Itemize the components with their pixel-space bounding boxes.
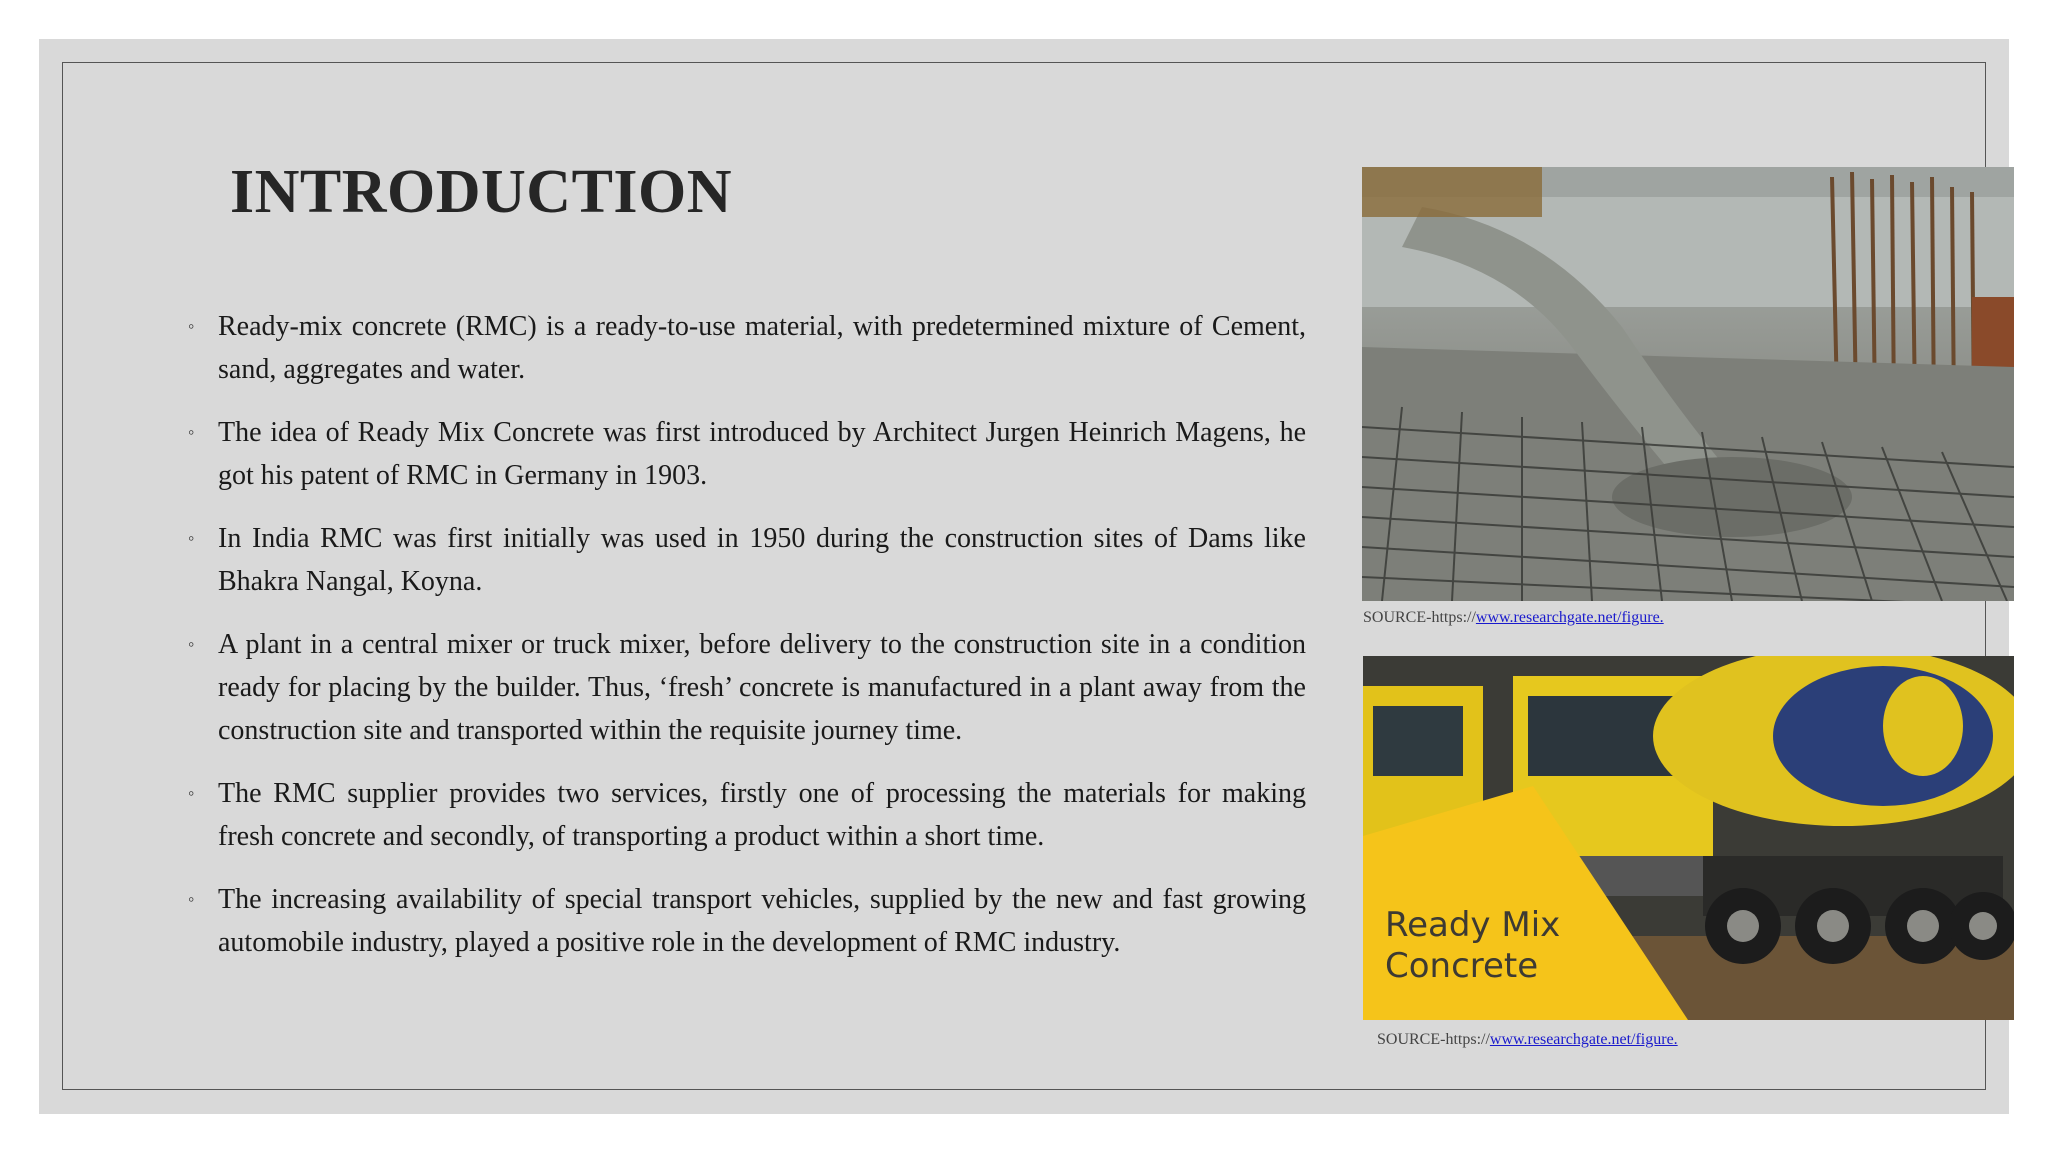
bullet-item bbox=[188, 878, 1306, 964]
bullet-item bbox=[188, 517, 1306, 603]
slide bbox=[39, 39, 2009, 1114]
bullet-item bbox=[188, 305, 1306, 391]
bullet-marker: ◦ bbox=[188, 889, 195, 909]
source-link[interactable]: www.researchgate.net/figure. bbox=[1475, 609, 1664, 626]
ready-mix-trucks-photo bbox=[1363, 656, 2014, 1020]
overlay-text-line2: Concrete bbox=[1385, 946, 1539, 986]
source-link[interactable]: www.researchgate.net/figure. bbox=[1489, 1031, 1678, 1048]
bullet-text: In India RMC was first initially was used in 1950 during the construction sites of Dams like Bhakra Nangal, Koyna. bbox=[218, 523, 1306, 597]
concrete-pouring-photo bbox=[1362, 167, 2014, 601]
bullet-text: The increasing availability of special transport vehicles, supplied by the new and fast growing automobile industry, played a positive role in the development of RMC industry. bbox=[218, 884, 1306, 958]
source-prefix: SOURCE-https:// bbox=[1377, 1031, 1490, 1048]
bullet-marker: ◦ bbox=[188, 316, 195, 336]
bullet-text: The RMC supplier provides two services, firstly one of processing the materials for making fresh concrete and secondly, of transporting a product within a short time. bbox=[218, 778, 1306, 852]
bullet-text: The idea of Ready Mix Concrete was first introduced by Architect Jurgen Heinrich Magens, he got his patent of RMC in Germany in 1903. bbox=[218, 417, 1306, 491]
bullet-item bbox=[188, 772, 1306, 858]
image-source-caption bbox=[1363, 609, 1664, 627]
bullet-marker: ◦ bbox=[188, 634, 195, 654]
bullet-text: A plant in a central mixer or truck mixer, before delivery to the construction site in a condition ready for placing by the builder. Thus, ‘fresh’ concrete is manufactured in a plant away from the construction site and transported within the requisite journey time. bbox=[218, 629, 1306, 746]
overlay-text-line1: Ready Mix bbox=[1385, 905, 1561, 945]
bullet-marker: ◦ bbox=[188, 783, 195, 803]
bullet-marker: ◦ bbox=[188, 528, 195, 548]
source-prefix: SOURCE-https:// bbox=[1363, 609, 1476, 626]
bullet-list bbox=[188, 305, 1306, 984]
bullet-marker: ◦ bbox=[188, 422, 195, 442]
bullet-text: Ready-mix concrete (RMC) is a ready-to-use material, with predetermined mixture of Cement, sand, aggregates and water. bbox=[218, 311, 1306, 385]
bullet-item bbox=[188, 623, 1306, 752]
slide-title: INTRODUCTION bbox=[230, 158, 733, 226]
image-source-caption bbox=[1377, 1031, 1678, 1049]
bullet-item bbox=[188, 411, 1306, 497]
